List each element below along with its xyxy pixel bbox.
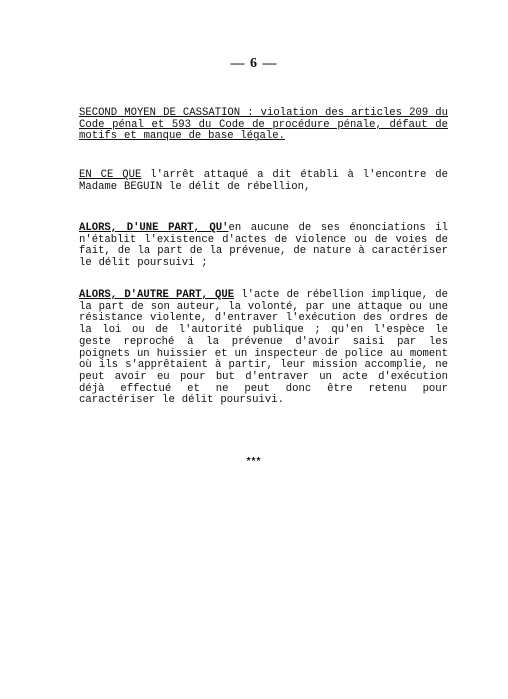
paragraph-text: l'arrêt attaqué a dit établi à l'encontre de Madame BEGUIN le délit de rébellion, xyxy=(79,169,448,193)
separator-stars: *** xyxy=(246,456,262,467)
paragraph-alors-autre-part xyxy=(79,290,448,407)
paragraph-lead: ALORS, D'UNE PART, QU' xyxy=(79,222,229,234)
paragraph-lead: EN CE QUE xyxy=(79,169,142,181)
paragraph-text: violation des articles 209 du Code pénal et 593 du Code de procédure pénale, défaut de motifs et manque de base légale. xyxy=(79,107,448,143)
page-number: — 6 — xyxy=(230,56,278,71)
paragraph-text: l'acte de rébellion implique, de la part de son auteur, la volonté, par une attaque ou une résistance violente, d'entraver l'exécution des ordres de la loi ou de l'autorité publique ; qu'en l'espèce le geste reproché à la prévenue d'avoir saisi par les poignets un huissier et un inspecteur de police au moment où ils s'apprêtaient à partir, leur mission accomplie, ne peut avoir eu pour but d'entraver un acte d'exécution déjà effectué et ne peut donc être retenu pour caractériser le délit poursuivi. xyxy=(79,289,448,407)
paragraph-text: en aucune de ses énonciations il n'établit l'existence d'actes de violence ou de voies de fait, de la part de la prévenue, de nature à caractériser le délit poursuivi ; xyxy=(79,222,448,270)
paragraph-heading: SECOND MOYEN DE CASSATION : xyxy=(79,107,254,119)
paragraph-second-moyen xyxy=(79,108,448,143)
paragraph-en-ce-que xyxy=(79,170,448,193)
paragraph-lead: ALORS, D'AUTRE PART, QUE xyxy=(79,289,235,301)
paragraph-alors-une-part xyxy=(79,223,448,270)
